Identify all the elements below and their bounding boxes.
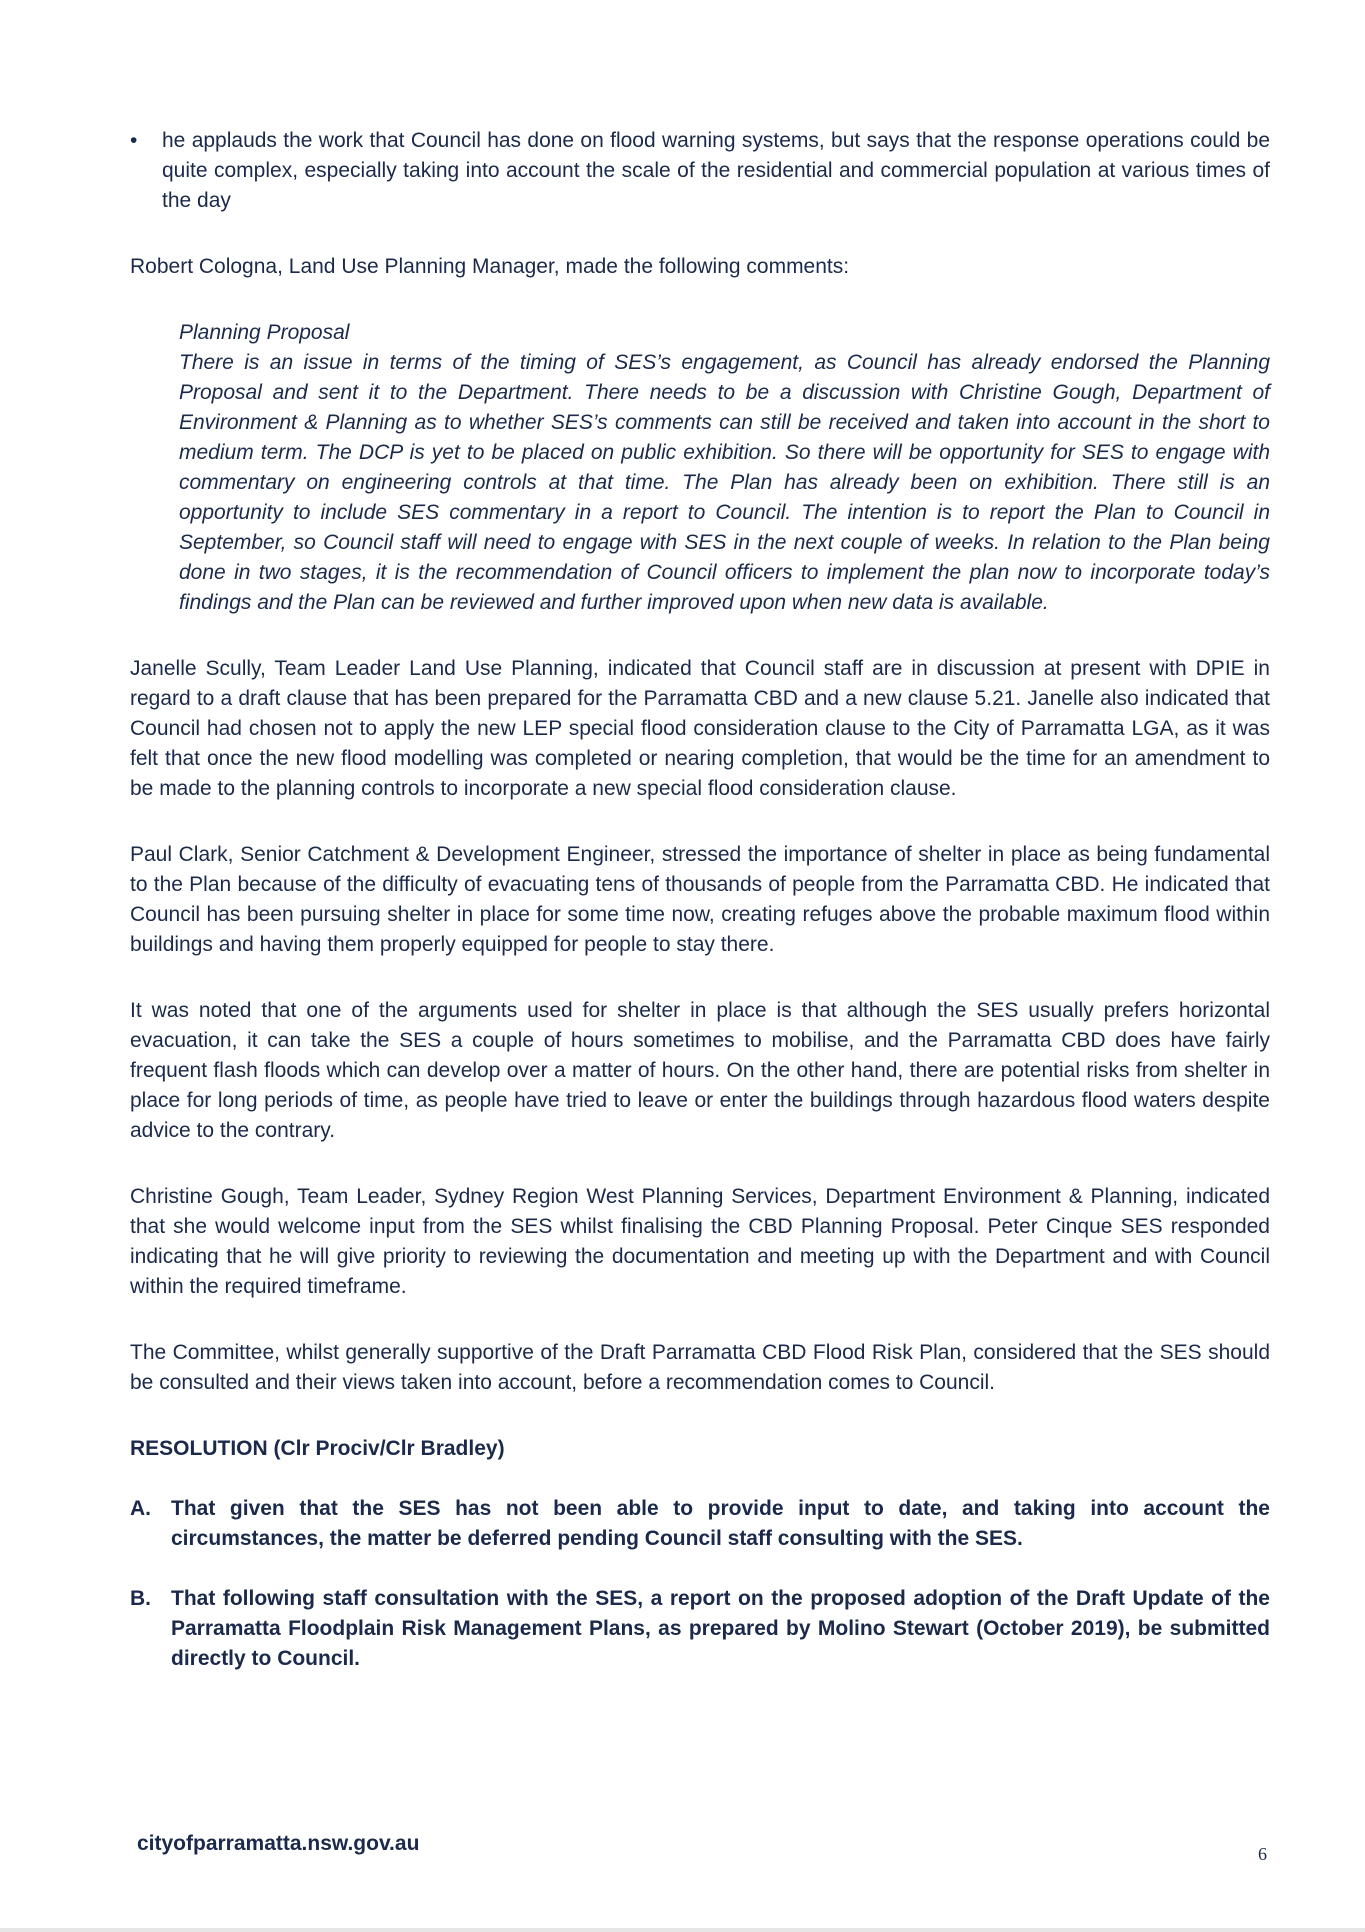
bullet-item [130,126,1270,216]
clark-paragraph: Paul Clark, Senior Catchment & Development Engineer, stressed the importance of shelter in place as being fundamental to the Plan because of the difficulty of evacuating tens of thousands of people from the Parramatta CBD. He indicated that Council has been pursuing shelter in place for some time now, creating refuges above the probable maximum flood within buildings and having them properly equipped for people to stay there. [130,843,1270,956]
footer-website-url[interactable]: cityofparramatta.nsw.gov.au [137,1832,420,1855]
bullet-text: he applauds the work that Council has done on flood warning systems, but says that the response operations could be quite complex, especially taking into account the scale of the residential and commercial population at various times of the day [162,129,1270,212]
resolution-letter: A. [130,1497,151,1520]
cologna-intro: Robert Cologna, Land Use Planning Manager, made the following comments: [130,255,850,278]
planning-proposal-quote [179,318,1270,618]
committee-paragraph: The Committee, whilst generally supportive of the Draft Parramatta CBD Flood Risk Plan, considered that the SES should be consulted and their views taken into account, before a recommendation comes to Council. [130,1341,1270,1394]
resolution-item-b [130,1584,1270,1674]
resolution-heading: RESOLUTION (Clr Prociv/Clr Bradley) [130,1437,505,1460]
page-number: 6 [1258,1844,1267,1864]
noted-paragraph: It was noted that one of the arguments used for shelter in place is that although the SES usually prefers horizontal evacuation, it can take the SES a couple of hours sometimes to mobilise, and the Parramatta CBD does have fairly frequent flash floods which can develop over a matter of hours. On the other hand, there are potential risks from shelter in place for long periods of time, as people have tried to leave or enter the buildings through hazardous flood waters despite advice to the contrary. [130,999,1270,1142]
scully-paragraph: Janelle Scully, Team Leader Land Use Planning, indicated that Council staff are in discussion at present with DPIE in regard to a draft clause that has been prepared for the Parramatta CBD and a new clause 5.21. Janelle also indicated that Council had chosen not to apply the new LEP special flood consideration clause to the City of Parramatta LGA, as it was felt that once the new flood modelling was completed or nearing completion, that would be the time for an amendment to be made to the planning controls to incorporate a new special flood consideration clause. [130,657,1270,800]
quote-title: Planning Proposal [179,321,350,344]
resolution-text: That given that the SES has not been able to provide input to date, and taking into account the circumstances, the matter be deferred pending Council staff consulting with the SES. [171,1497,1270,1550]
page-bottom-edge [0,1928,1365,1932]
resolution-letter: B. [130,1587,151,1610]
resolution-item-a [130,1494,1270,1554]
quote-body: There is an issue in terms of the timing of SES’s engagement, as Council has already endorsed the Planning Proposal and sent it to the Department. There needs to be a discussion with Christine Gough, Department of Environment & Planning as to whether SES’s comments can still be received and taken into account in the short to medium term. The DCP is yet to be placed on public exhibition. So there will be opportunity for SES to engage with commentary on engineering controls at that time. The Plan has already been on exhibition. There still is an opportunity to include SES commentary in a report to Council. The intention is to report the Plan to Council in September, so Council staff will need to engage with SES in the next couple of weeks. In relation to the Plan being done in two stages, it is the recommendation of Council officers to implement the plan now to incorporate today’s findings and the Plan can be reviewed and further improved upon when new data is available. [179,351,1270,614]
resolution-text: That following staff consultation with the SES, a report on the proposed adoption of the Draft Update of the Parramatta Floodplain Risk Management Plans, as prepared by Molino Stewart (October 2019), be submitted directly to Council. [171,1587,1270,1670]
page-content [130,126,1270,1674]
gough-paragraph: Christine Gough, Team Leader, Sydney Region West Planning Services, Department Environment & Planning, indicated that she would welcome input from the SES whilst finalising the CBD Planning Proposal. Peter Cinque SES responded indicating that he will give priority to reviewing the documentation and meeting up with the Department and with Council within the required timeframe. [130,1185,1270,1298]
bullet-symbol: • [130,129,138,152]
